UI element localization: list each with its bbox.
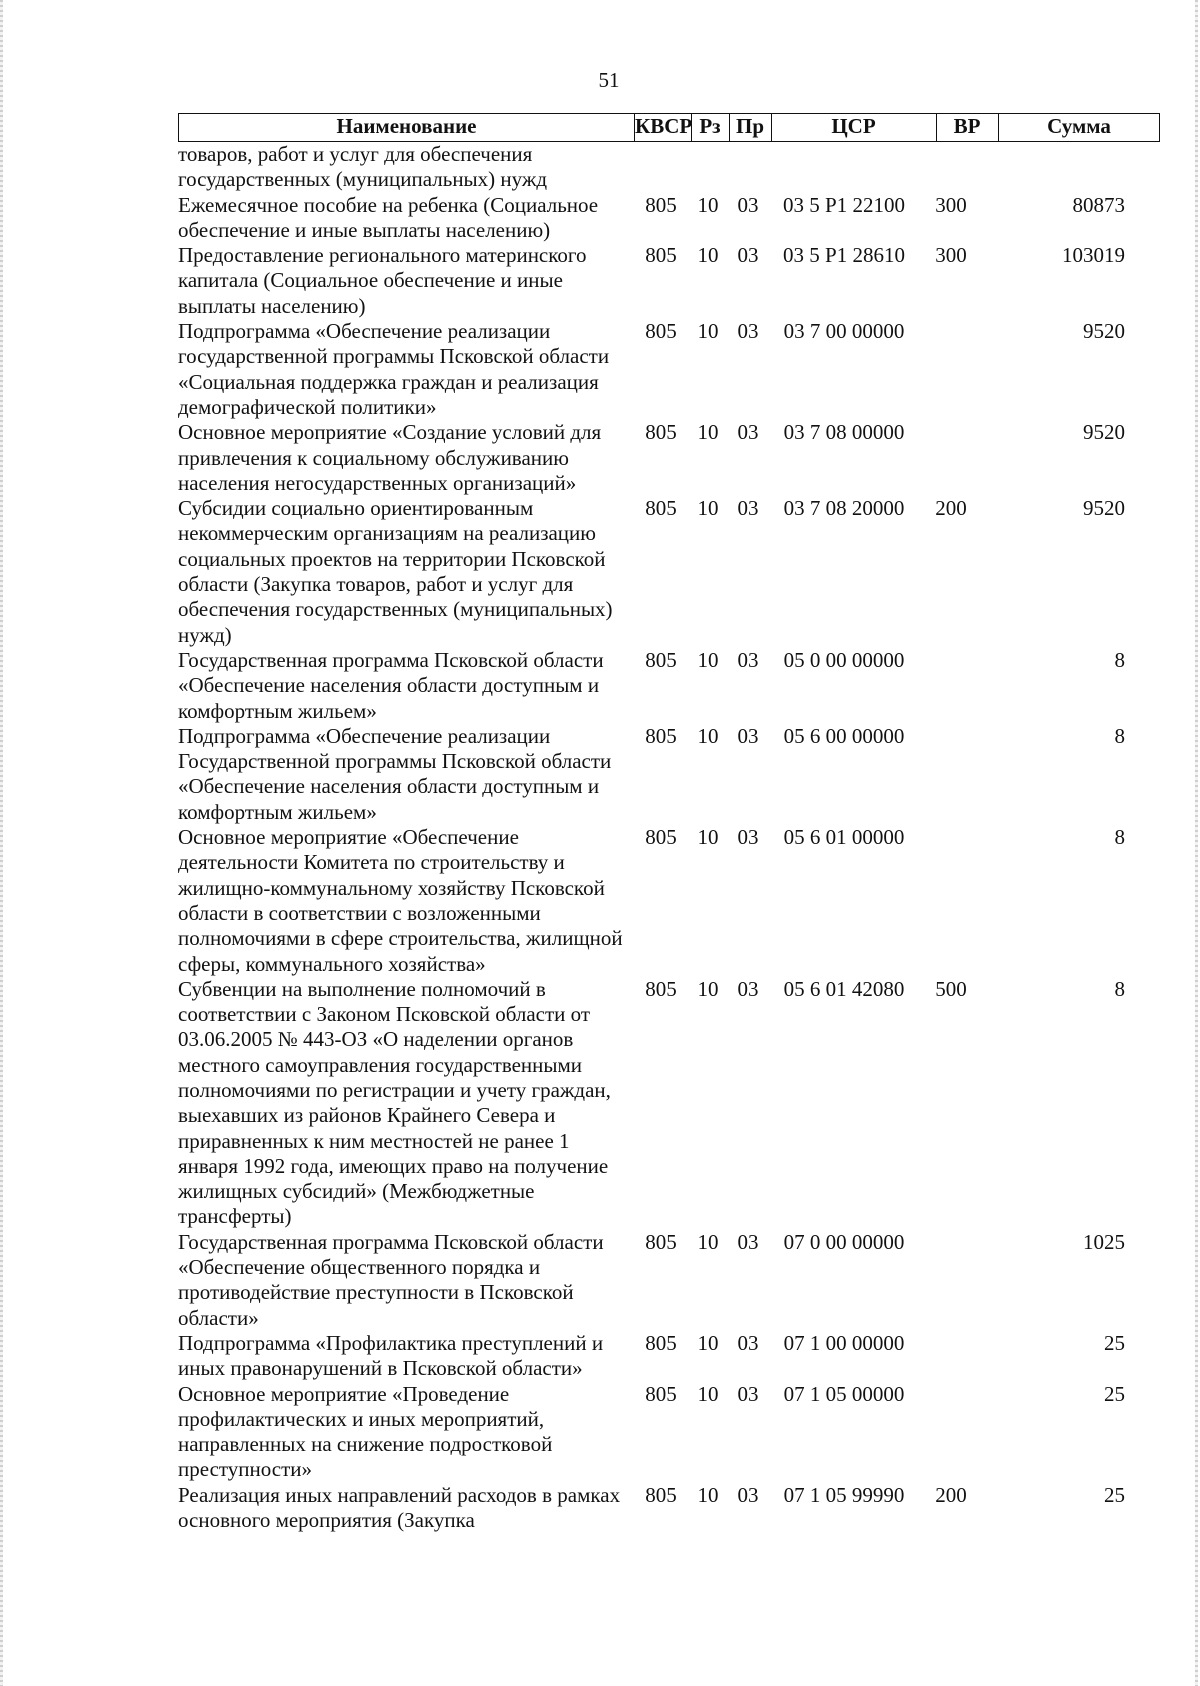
cell-name: Реализация иных направлений расходов в рамках основного мероприятия (Закупка — [178, 1482, 621, 1533]
cell-sum — [983, 142, 1125, 193]
cell-pr: 03 — [737, 319, 759, 344]
cell-pr: 03 — [737, 243, 759, 268]
cell-sum: 8 — [1114, 976, 1125, 1001]
header-pr: Пр — [729, 114, 770, 141]
cell-sum: 80873 — [1072, 192, 1125, 217]
table-row — [178, 1331, 1160, 1382]
cell-csr: 05 6 01 00000 — [783, 825, 905, 850]
cell-rz — [689, 142, 727, 193]
cell-vr — [919, 1230, 983, 1331]
cell-pr: 03 — [737, 1229, 759, 1254]
cell-name: Государственная программа Псковской области «Обеспечение общественного порядка и противодействие преступности в Псковской области» — [178, 1229, 604, 1330]
table-row — [178, 1230, 1160, 1331]
cell-sum: 25 — [1104, 1482, 1125, 1507]
cell-kvsr: 805 — [645, 496, 677, 521]
cell-csr: 03 7 08 20000 — [783, 496, 905, 521]
table-body — [178, 142, 1160, 1533]
cell-sum: 8 — [1114, 647, 1125, 672]
cell-name: Основное мероприятие «Обеспечение деятельности Комитета по строительству и жилищно-коммунальному хозяйству Псковской области в соответствии с возложенными полномочиями в сфере строительства, жилищной сферы, коммунального хозяйства» — [178, 825, 623, 976]
table-row — [178, 1483, 1160, 1534]
cell-csr: 03 7 00 00000 — [783, 319, 905, 344]
cell-vr: 300 — [935, 243, 967, 268]
cell-kvsr: 805 — [645, 647, 677, 672]
cell-rz: 10 — [697, 1229, 719, 1254]
cell-kvsr: 805 — [645, 1229, 677, 1254]
cell-sum: 9520 — [1083, 496, 1125, 521]
cell-rz: 10 — [697, 243, 719, 268]
table-row — [178, 648, 1160, 724]
cell-csr: 07 1 05 99990 — [783, 1482, 905, 1507]
table-row — [178, 142, 1160, 193]
cell-vr — [919, 142, 983, 193]
cell-name: Субсидии социально ориентированным некоммерческим организациям на реализацию социальных проектов на территории Псковской области (Закупка товаров, работ и услуг для обеспечения государственных (муниципальных) нужд) — [178, 496, 613, 647]
table-row — [178, 193, 1160, 244]
table-row — [178, 1382, 1160, 1483]
cell-rz: 10 — [697, 825, 719, 850]
cell-vr — [919, 420, 983, 496]
cell-vr — [919, 724, 983, 825]
cell-sum: 8 — [1114, 723, 1125, 748]
cell-kvsr: 805 — [645, 976, 677, 1001]
cell-pr: 03 — [737, 976, 759, 1001]
cell-kvsr: 805 — [645, 723, 677, 748]
cell-rz: 10 — [697, 420, 719, 445]
cell-sum: 25 — [1104, 1330, 1125, 1355]
cell-sum: 9520 — [1083, 319, 1125, 344]
cell-kvsr: 805 — [645, 1482, 677, 1507]
cell-vr: 200 — [935, 1482, 967, 1507]
cell-rz: 10 — [697, 1330, 719, 1355]
table-row — [178, 243, 1160, 319]
table-row — [178, 825, 1160, 977]
cell-name: Предоставление регионального материнского капитала (Социальное обеспечение и иные выплаты населению) — [178, 243, 587, 318]
cell-pr: 03 — [737, 192, 759, 217]
cell-kvsr: 805 — [645, 1381, 677, 1406]
cell-vr — [919, 1331, 983, 1382]
cell-vr — [919, 1382, 983, 1483]
cell-rz: 10 — [697, 647, 719, 672]
cell-csr: 05 6 00 00000 — [783, 723, 905, 748]
cell-pr: 03 — [737, 647, 759, 672]
cell-kvsr: 805 — [645, 1330, 677, 1355]
scan-edge-left — [0, 0, 3, 1686]
cell-pr: 03 — [737, 1330, 759, 1355]
cell-vr — [919, 319, 983, 420]
cell-pr — [727, 142, 769, 193]
table-row — [178, 496, 1160, 648]
budget-table — [178, 113, 1160, 1533]
cell-vr: 200 — [935, 496, 967, 521]
table-row — [178, 319, 1160, 420]
cell-name: Государственная программа Псковской области «Обеспечение населения области доступным и комфортным жильем» — [178, 647, 604, 723]
cell-name: Подпрограмма «Обеспечение реализации Государственной программы Псковской области «Обеспечение населения области доступным и комфортным жильем» — [178, 723, 612, 824]
cell-csr — [769, 142, 919, 193]
scan-edge-right — [1195, 0, 1198, 1686]
cell-vr — [919, 648, 983, 724]
cell-pr: 03 — [737, 420, 759, 445]
cell-csr: 07 1 00 00000 — [783, 1330, 905, 1355]
table-header — [178, 113, 1160, 142]
cell-csr: 03 5 Р1 28610 — [783, 243, 905, 268]
cell-csr: 05 6 01 42080 — [783, 976, 905, 1001]
table-row — [178, 420, 1160, 496]
cell-name: Субвенции на выполнение полномочий в соответствии с Законом Псковской области от 03.06.2005 № 443-ОЗ «О наделении органов местного самоуправления государственными полномочиями по регистрации и учету граждан, выехавших из районов Крайнего Севера и приравненных к ним местностей не ранее 1 января 1992 года, имеющих право на получение жилищных субсидий» (Межбюджетные трансферты) — [178, 976, 611, 1229]
cell-pr: 03 — [737, 496, 759, 521]
cell-kvsr: 805 — [645, 825, 677, 850]
cell-name: Основное мероприятие «Создание условий для привлечения к социальному обслуживанию населения негосударственных организаций» — [178, 420, 602, 495]
cell-pr: 03 — [737, 825, 759, 850]
cell-csr: 03 5 Р1 22100 — [783, 192, 905, 217]
cell-pr: 03 — [737, 1482, 759, 1507]
cell-kvsr: 805 — [645, 319, 677, 344]
header-rz: Рз — [691, 114, 728, 141]
cell-rz: 10 — [697, 319, 719, 344]
cell-csr: 03 7 08 00000 — [783, 420, 905, 445]
cell-sum: 25 — [1104, 1381, 1125, 1406]
cell-vr — [919, 825, 983, 977]
cell-name: Подпрограмма «Профилактика преступлений и иных правонарушений в Псковской области» — [178, 1330, 604, 1381]
cell-csr: 07 1 05 00000 — [783, 1381, 905, 1406]
cell-name: Подпрограмма «Обеспечение реализации государственной программы Псковской области «Социальная поддержка граждан и реализация демографической политики» — [178, 319, 610, 419]
cell-name: Ежемесячное пособие на ребенка (Социальное обеспечение и иные выплаты населению) — [178, 192, 599, 242]
cell-name: товаров, работ и услуг для обеспечения государственных (муниципальных) нужд — [178, 142, 548, 192]
header-vr: ВР — [936, 114, 997, 141]
cell-rz: 10 — [697, 1482, 719, 1507]
cell-csr: 07 0 00 00000 — [783, 1229, 905, 1254]
cell-rz: 10 — [697, 496, 719, 521]
header-sum: Сумма — [998, 114, 1159, 141]
cell-name: Основное мероприятие «Проведение профилактических и иных мероприятий, направленных на снижение подростковой преступности» — [178, 1381, 553, 1482]
cell-rz: 10 — [697, 192, 719, 217]
cell-sum: 8 — [1114, 825, 1125, 850]
cell-rz: 10 — [697, 1381, 719, 1406]
table-row — [178, 724, 1160, 825]
header-csr: ЦСР — [771, 114, 935, 141]
cell-sum: 9520 — [1083, 420, 1125, 445]
table-row — [178, 977, 1160, 1230]
cell-kvsr — [633, 142, 689, 193]
cell-kvsr: 805 — [645, 243, 677, 268]
cell-pr: 03 — [737, 723, 759, 748]
cell-vr: 500 — [935, 976, 967, 1001]
cell-csr: 05 0 00 00000 — [783, 647, 905, 672]
page-number: 51 — [598, 68, 620, 92]
cell-rz: 10 — [697, 723, 719, 748]
header-kvsr: КВСР — [634, 114, 690, 141]
header-name: Наименование — [336, 114, 477, 138]
cell-pr: 03 — [737, 1381, 759, 1406]
cell-kvsr: 805 — [645, 420, 677, 445]
cell-kvsr: 805 — [645, 192, 677, 217]
cell-sum: 103019 — [1062, 243, 1125, 268]
cell-rz: 10 — [697, 976, 719, 1001]
cell-sum: 1025 — [1083, 1229, 1125, 1254]
cell-vr: 300 — [935, 192, 967, 217]
